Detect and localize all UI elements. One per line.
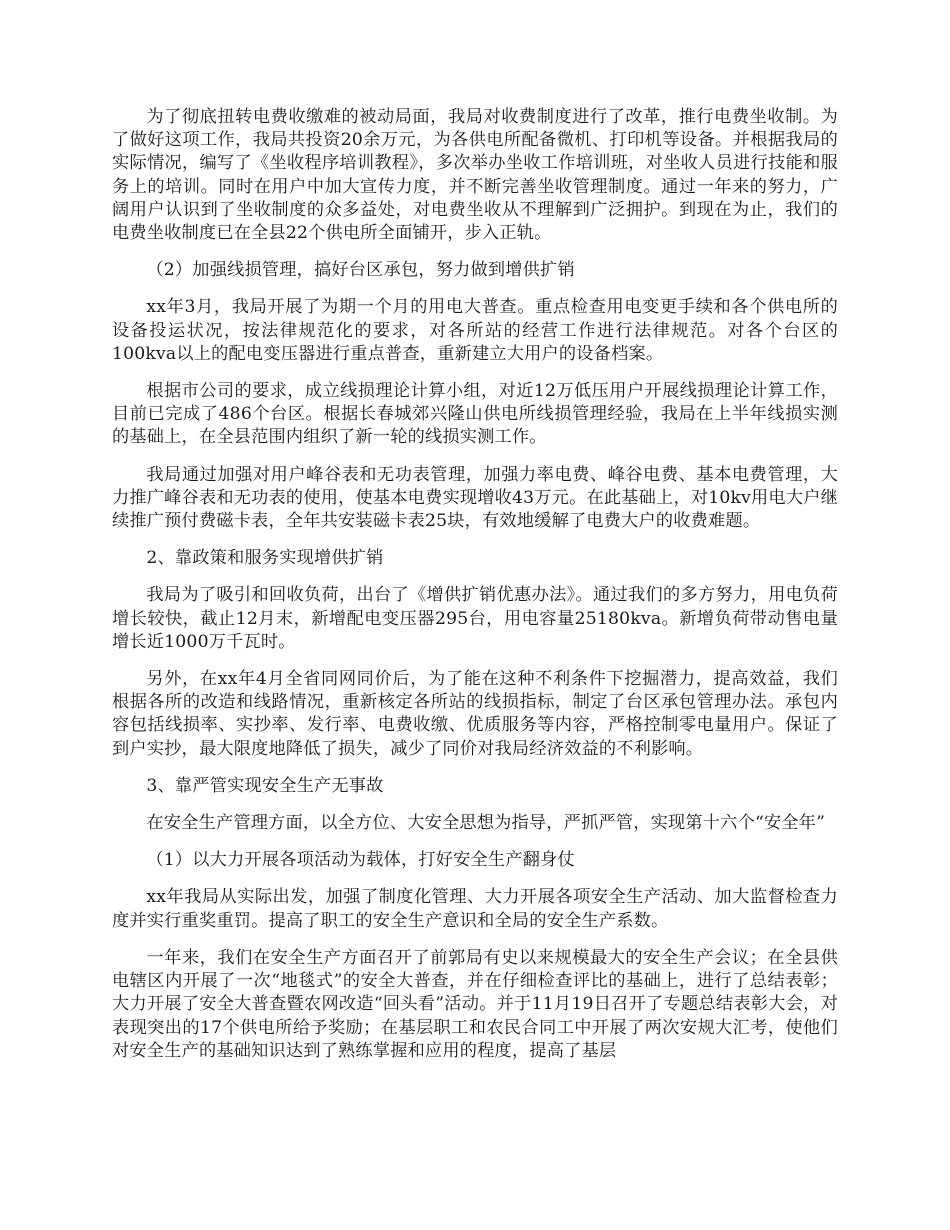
paragraph-safety-year-review: 一年来，我们在安全生产方面召开了前郭局有史以来规模最大的安全生产会议；在全县供电辖区内开展了一次“地毯式”的安全大普查，并在仔细检查评比的基础上，进行了总结表彰；大力开展了安全大普查暨农网改造“回头看”活动。并于11月19日召开了专题总结表彰大会，对表现突出的17个供电所给予奖励；在基层职工和农民合同工中开展了两次安规大汇考，使他们对安全生产的基础知识达到了熟练掌握和应用的程度，提高了基层 xyxy=(112,947,838,1061)
paragraph-same-price-grid: 另外，在xx年4月全省同网同价后，为了能在这种不利条件下挖掘潜力，提高效益，我们根据各所的改造和线路情况，重新核定各所站的线损指标，制定了台区承包管理办法。承包内容包括线损率、实抄率、发行率、电费收缴、优质服务等内容，严格控制零电量用户。保证了到户实抄，最大限度地降低了损失，减少了同价对我局经济效益的不利影响。 xyxy=(112,669,838,759)
paragraph-safety-management: 在安全生产管理方面，以全方位、大安全思想为指导，严抓严管，实现第十六个“安全年” xyxy=(146,813,826,834)
paragraph-preferential-measures: 我局为了吸引和回收负荷，出台了《增供扩销优惠办法》。通过我们的多方努力，用电负荷增长较快，截止12月末，新增配电变压器295台，用电容量25180kva。新增负荷带动售电量增长近1000万千瓦时。 xyxy=(112,585,838,652)
paragraph-meter-management: 我局通过加强对用户峰谷表和无功表管理，加强力率电费、峰谷电费、基本电费管理，大力推广峰谷表和无功表的使用，使基本电费实现增收43万元。在此基础上，对10kv用电大户继续推广预付费磁卡表，全年共安装磁卡表25块，有效地缓解了电费大户的收费难题。 xyxy=(112,464,838,532)
document-body xyxy=(112,106,838,1077)
subheading-line-loss-management: （2）加强线损管理，搞好台区承包，努力做到增供扩销 xyxy=(146,260,575,281)
paragraph-fee-collection-reform: 为了彻底扭转电费收缴难的被动局面，我局对收费制度进行了改革，推行电费坐收制。为了做好这项工作，我局共投资20余万元，为各供电所配备微机、打印机等设备。并根据我局的实际情况，编写了《坐收程序培训教程》，多次举办坐收工作培训班，对坐收人员进行技能和服务上的培训。同时在用户中加大宣传力度，并不断完善坐收管理制度。通过一年来的努力，广阔用户认识到了坐收制度的众多益处，对电费坐收从不理解到广泛拥护。到现在为止，我们的电费坐收制度已在全县22个供电所全面铺开，步入正轨。 xyxy=(112,107,838,244)
paragraph-safety-system: xx年我局从实际出发，加强了制度化管理、大力开展各项安全生产活动、加大监督检查力度并实行重奖重罚。提高了职工的安全生产意识和全局的安全生产系数。 xyxy=(112,887,838,931)
paragraph-line-loss-calculation: 根据市公司的要求，成立线损理论计算小组，对近12万低压用户开展线损理论计算工作，目前已完成了486个台区。根据长春城郊兴隆山供电所线损管理经验，我局在上半年线损实测的基础上，在全县范围内组织了新一轮的线损实测工作。 xyxy=(112,381,838,448)
subheading-safety-production: 3、靠严管实现安全生产无事故 xyxy=(146,775,384,796)
paragraph-electricity-survey: xx年3月，我局开展了为期一个月的用电大普查。重点检查用电变更手续和各个供电所的设备投运状况，按法律规范化的要求，对各所站的经营工作进行法律规范。对各个台区的100kva以上的配电变压器进行重点普查，重新建立大用户的设备档案。 xyxy=(112,297,838,364)
subheading-safety-activities: （1）以大力开展各项活动为载体，打好安全生产翻身仗 xyxy=(146,850,575,871)
subheading-policy-service: 2、靠政策和服务实现增供扩销 xyxy=(146,548,384,569)
